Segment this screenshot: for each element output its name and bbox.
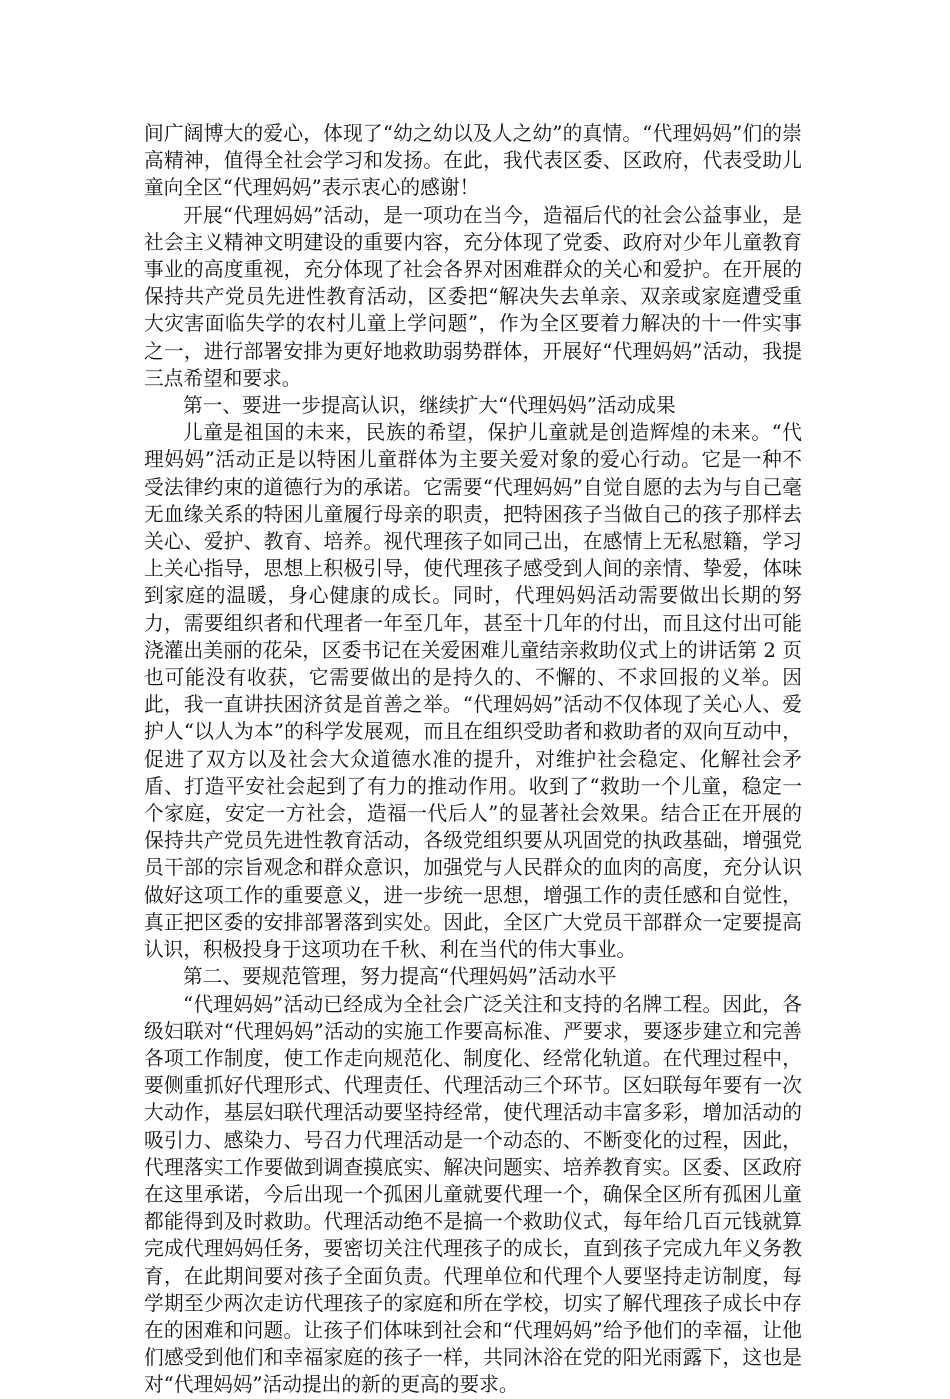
paragraph-first-point: 儿童是祖国的未来，民族的希望，保护儿童就是创造辉煌的未来。“代理妈妈”活动正是以特困儿童群体为主要关爱对象的爱心行动。它是一种不受法律约束的道德行为的承诺。它需要“代理妈妈”自觉自愿的去为与自己毫无血缘关系的特困儿童履行母亲的职责，把特困孩子当做自己的孩子那样去关心、爱护、教育、培养。视代理孩子如同己出，在感情上无私慰籍，学习上关心指导，思想上积极引导，使代理孩子感受到人间的亲情、挚爱，体味到家庭的温暖，身心健康的成长。同时，代理妈妈活动需要做出长期的努力，需要组织者和代理者一年至几年，甚至十几年的付出，而且这付出可能浇灌出美丽的花朵，区委书记在关爱困难儿童结亲救助仪式上的讲话第 2 页也可能没有收获，它需要做出的是持久的、不懈的、不求回报的义举。因此，我一直讲扶困济贫是首善之举。“代理妈妈”活动不仅体现了关心人、爱护人“以人为本”的科学发展观，而且在组织受助者和救助者的双向互动中，促进了双方以及社会大众道德水准的提升，对维护社会稳定、化解社会矛盾、打造平安社会起到了有力的推动作用。收到了“救助一个儿童，稳定一个家庭，安定一方社会，造福一代后人”的显著社会效果。结合正在开展的保持共产党员先进性教育活动，各级党组织要从巩固党的执政基础，增强党员干部的宗旨观念和群众意识，加强党与人民群众的血肉的高度，充分认识做好这项工作的重要意义，进一步统一思想，增强工作的责任感和自觉性，真正把区委的安排部署落到实处。因此，全区广大党员干部群众一定要提高认识，积极投身于这项功在千秋、利在当代的伟大事业。	[144, 421, 802, 962]
section-heading-second: 第二、要规范管理，努力提高“代理妈妈”活动水平	[183, 965, 617, 989]
section-heading-first: 第一、要进一步提高认识，继续扩大“代理妈妈”活动成果	[183, 394, 676, 418]
document-page	[144, 120, 802, 1399]
paragraph-second-point: “代理妈妈”活动已经成为全社会广泛关注和支持的名牌工程。因此，各级妇联对“代理妈妈”活动的实施工作要高标准、严要求，要逐步建立和完善各项工作制度，使工作走向规范化、制度化、经常化轨道。在代理过程中，要侧重抓好代理形式、代理责任、代理活动三个环节。区妇联每年要有一次大动作，基层妇联代理活动要坚持经常，使代理活动丰富多彩，增加活动的吸引力、感染力、号召力代理活动是一个动态的、不断变化的过程，因此，代理落实工作要做到调查摸底实、解决问题实、培养教育实。区委、区政府在这里承诺，今后出现一个孤困儿童就要代理一个，确保全区所有孤困儿童都能得到及时救助。代理活动绝不是搞一个救助仪式，每年给几百元钱就算完成代理妈妈任务，要密切关注代理孩子的成长，直到孩子完成九年义务教育，在此期间要对孩子全面负责。代理单位和代理个人要坚持走访制度，每学期至少两次走访代理孩子的家庭和所在学校，切实了解代理孩子成长中存在的困难和问题。让孩子们体味到社会和“代理妈妈”给予他们的幸福，让他们感受到他们和幸福家庭的孩子一样，共同沐浴在党的阳光雨露下，这也是对“代理妈妈”活动提出的新的更高的要求。	[144, 992, 802, 1397]
paragraph-intro-continuation: 间广阔博大的爱心，体现了“幼之幼以及人之幼”的真情。“代理妈妈”们的崇高精神，值得全社会学习和发扬。在此，我代表区委、区政府，代表受助儿童向全区“代理妈妈”表示衷心的感谢！	[144, 122, 802, 200]
paragraph-activity-significance: 开展“代理妈妈”活动，是一项功在当今，造福后代的社会公益事业，是社会主义精神文明建设的重要内容，充分体现了党委、政府对少年儿童教育事业的高度重视，充分体现了社会各界对困难群众的关心和爱护。在开展的保持共产党员先进性教育活动，区委把“解决失去单亲、双亲或家庭遭受重大灾害面临失学的农村儿童上学问题”，作为全区要着力解决的十一件实事之一，进行部署安排为更好地救助弱势群体，开展好“代理妈妈”活动，我提三点希望和要求。	[144, 203, 802, 390]
